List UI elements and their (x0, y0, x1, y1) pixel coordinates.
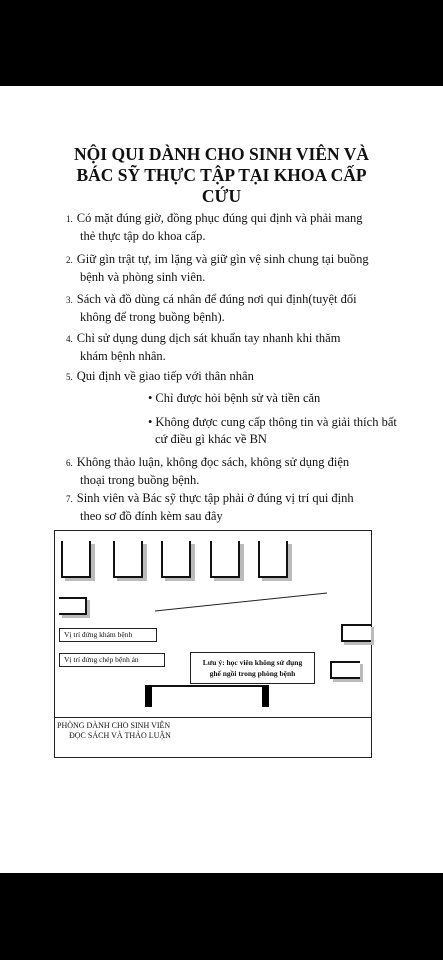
title-line-2: BÁC SỸ THỰC TẬP TẠI KHOA CẤP (76, 165, 367, 185)
table-top (145, 685, 269, 687)
rules-list (0, 86, 443, 526)
room-divider (55, 717, 371, 718)
rule-7: 7. Sinh viên và Bác sỹ thực tập phải ở đúng vị trí qui định theo sơ đồ đính kèm sau đây (66, 491, 354, 523)
rule-6: 6. Không thảo luận, không đọc sách, không sử dụng điện thoại trong buồng bệnh. (66, 455, 350, 487)
record-position-label: Vị trí đứng chép bệnh án (59, 653, 165, 667)
sub-bullet-1: • Chỉ được hỏi bệnh sử và tiền căn (148, 391, 321, 405)
rule-4: 4. Chỉ sử dụng dung dịch sát khuẩn tay nhanh khi thăm khám bệnh nhân. (66, 331, 341, 363)
title-line-1: NỘI QUI DÀNH CHO SINH VIÊN VÀ (74, 144, 369, 164)
student-room-label: PHÒNG DÀNH CHO SINH VIÊN ĐỌC SÁCH VÀ THẢO LUẬN (57, 721, 171, 740)
floor-plan-diagram (54, 530, 372, 758)
table-leg-left (145, 685, 152, 707)
sub-bullet-2: • Không được cung cấp thông tin và giải thích bất cứ điều gì khác về BN (148, 415, 397, 446)
table-leg-right (262, 685, 269, 707)
document-page (0, 86, 443, 873)
title-line-3: CỨU (201, 186, 242, 206)
rule-2: 2. Giữ gìn trật tự, im lặng và giữ gìn vệ sinh chung tại buồng bệnh và phòng sinh viên. (66, 252, 369, 284)
rule-1: 1. Có mặt đúng giờ, đồng phục đúng qui định và phải mang thẻ thực tập do khoa cấp. (66, 211, 363, 243)
rule-3: 3. Sách và đồ dùng cá nhân để đúng nơi qui định(tuyệt đối không để trong buồng bệnh). (66, 292, 357, 324)
rule-5: 5. Qui định về giao tiếp với thân nhân (66, 369, 254, 383)
exam-position-label: Vị trí đứng khám bệnh (59, 628, 157, 642)
note-box: Lưu ý: học viên không sử dụng ghế ngồi trong phòng bệnh (190, 652, 315, 684)
